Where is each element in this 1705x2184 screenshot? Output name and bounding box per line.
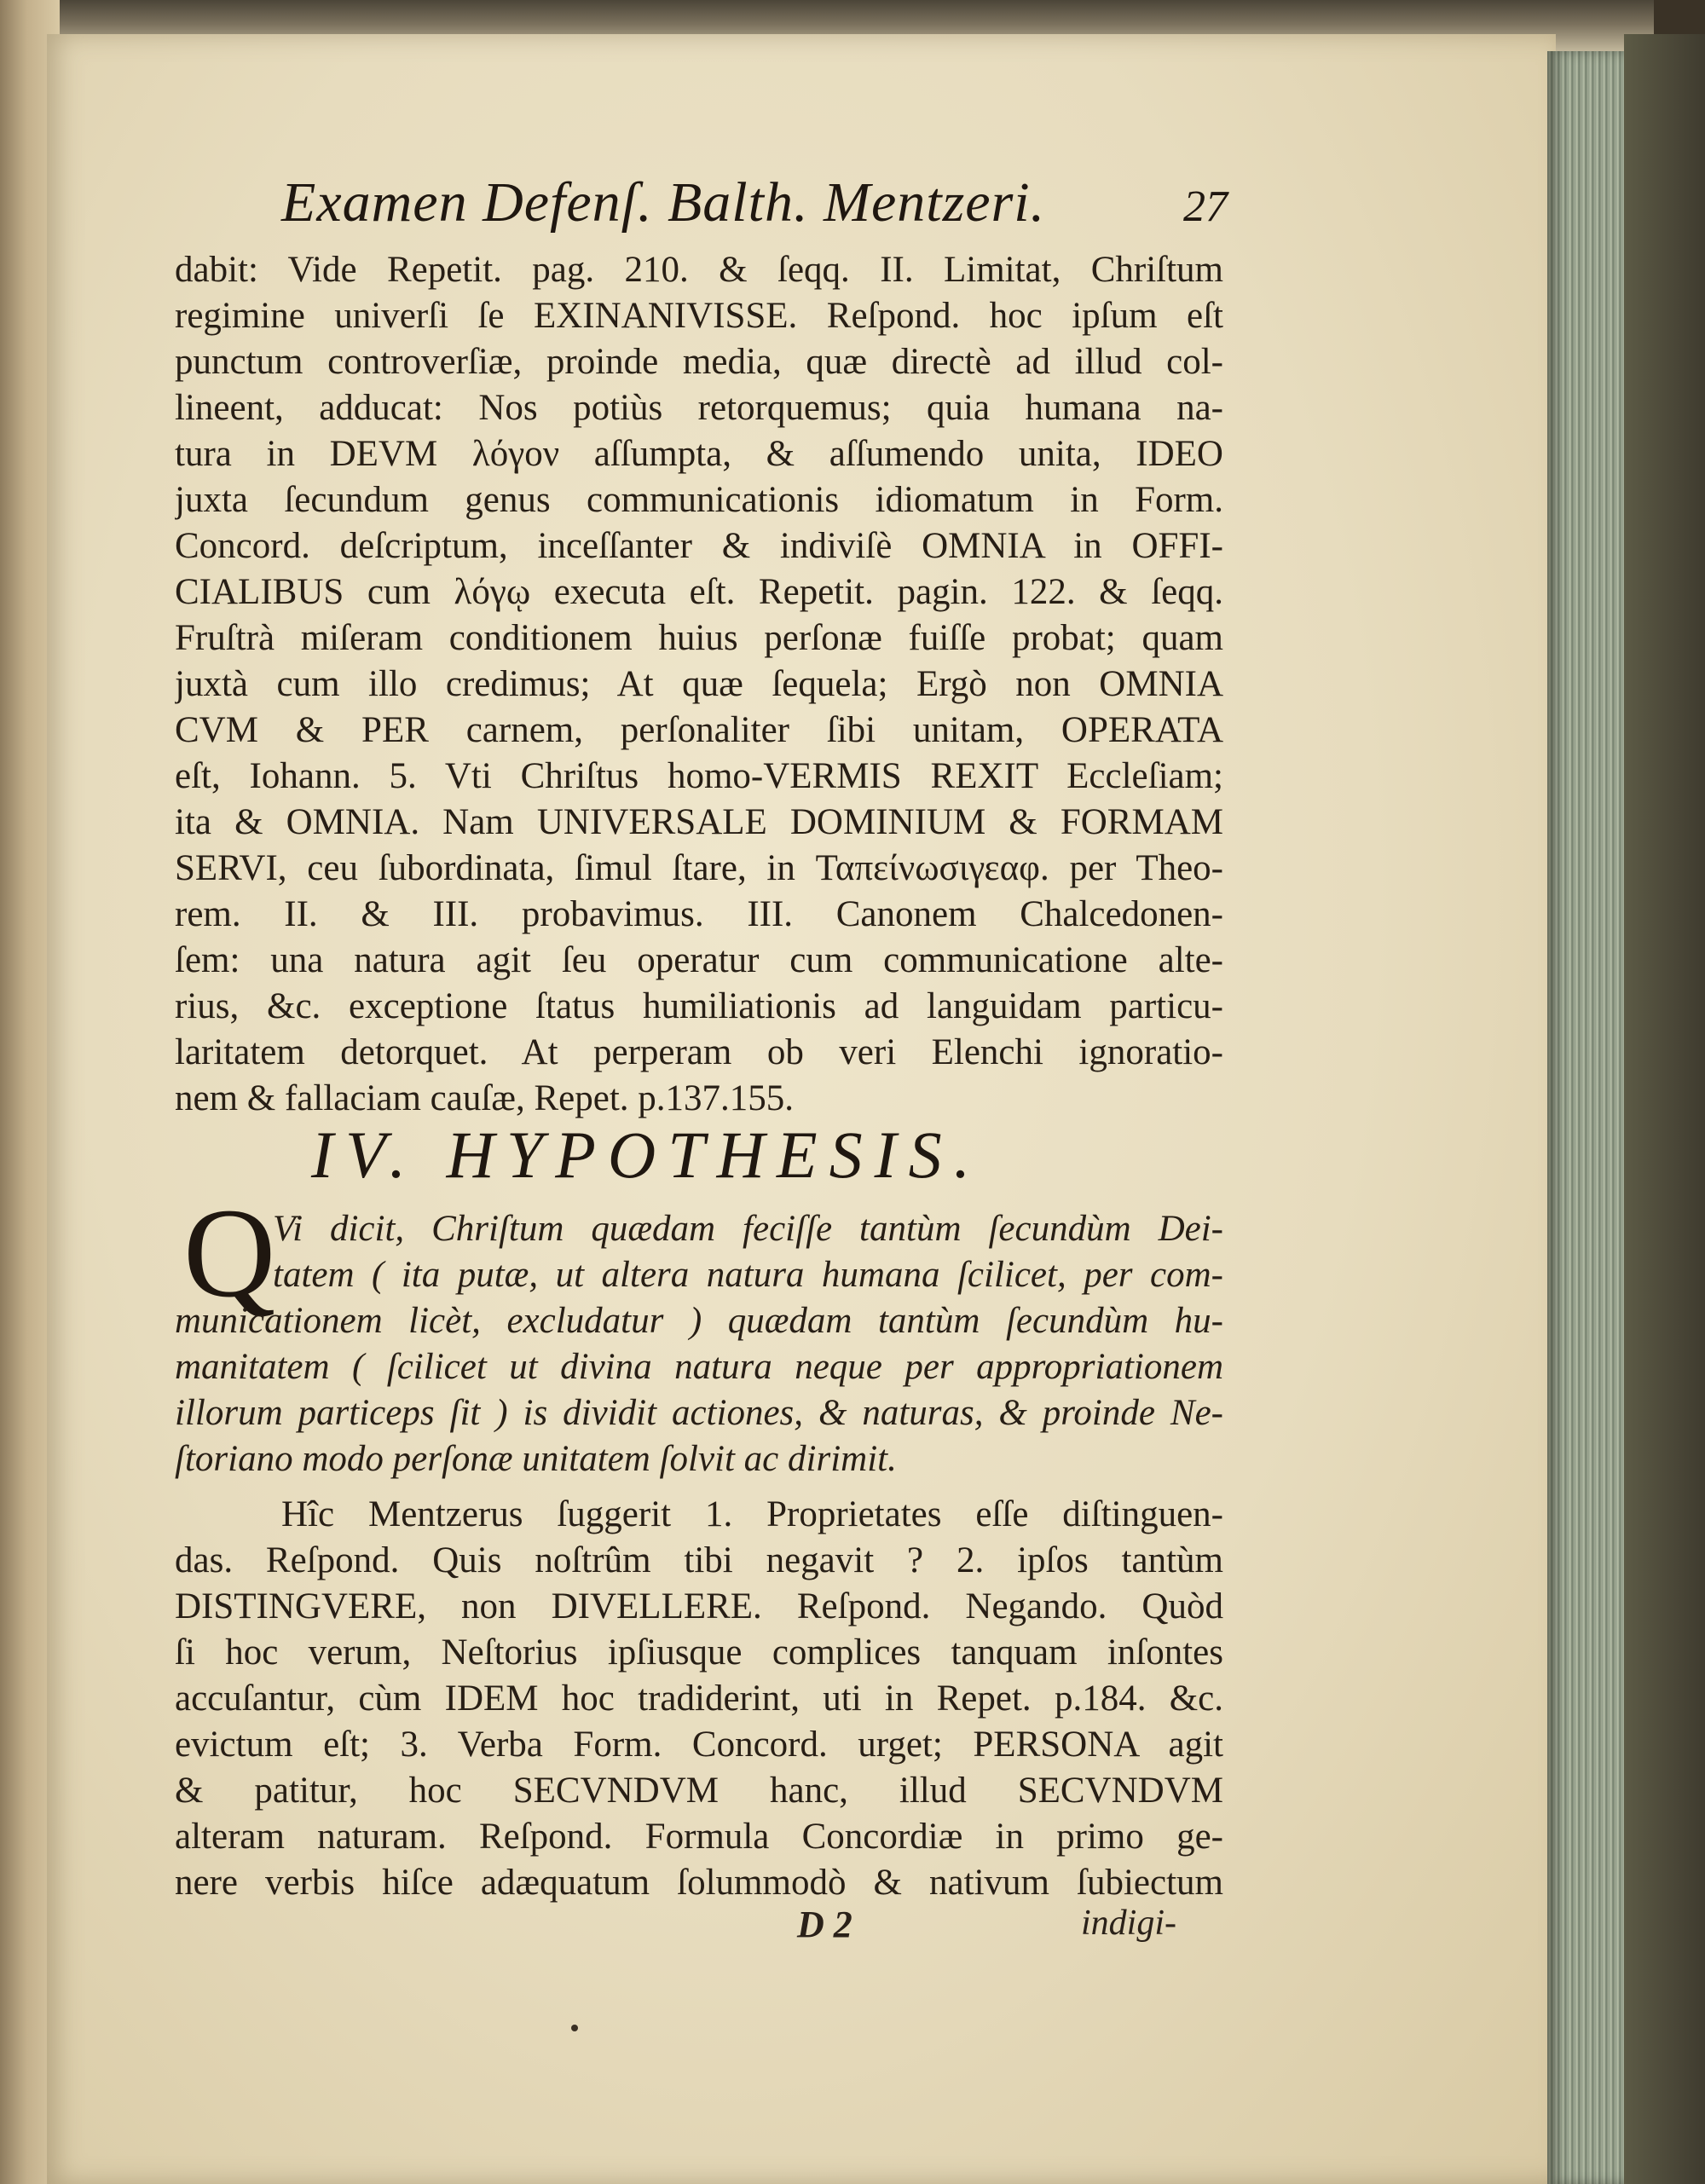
text-line: tura in DEVM λόγον aſſumpta, & aſſumendo unita, IDEO — [175, 434, 1223, 474]
text-line: nere verbis hiſce adæquatum ſolummodò & nativum ſubiectum — [175, 1863, 1223, 1903]
text-line: rius, &c. exceptione ſtatus humiliationis ad languidam particu- — [175, 986, 1223, 1026]
text-line: rem. II. & III. probavimus. III. Canonem Chalcedonen- — [175, 894, 1223, 934]
hypothesis-line: Vi dicit, Chriſtum quædam feciſſe tantùm ſecundùm Dei- — [273, 1209, 1223, 1249]
text-line: nem & fallaciam cauſæ, Repet. p.137.155. — [175, 1078, 795, 1118]
drop-cap: Q — [183, 1182, 276, 1324]
running-head — [281, 170, 1228, 239]
text-line: Fruſtrà miſeram conditionem huius perſonæ fuiſſe probat; quam — [175, 618, 1223, 658]
text-line: eſt, Iohann. 5. Vti Chriſtus homo-VERMIS REXIT Eccleſiam; — [175, 756, 1223, 796]
page-number: 27 — [1183, 182, 1228, 231]
text-line: regimine univerſi ſe EXINANIVISSE. Reſpond. hoc ipſum eſt — [175, 296, 1223, 336]
text-line: lineent, adducat: Nos potiùs retorquemus; quia humana na- — [175, 388, 1223, 428]
text-line: punctum controverſiæ, proinde media, quæ directè ad illud col- — [175, 342, 1223, 382]
text-line: Hîc Mentzerus ſuggerit 1. Proprietates eſſe diſtinguen- — [281, 1494, 1223, 1534]
running-title: Examen Defenſ. Balth. Mentzeri. — [281, 171, 1046, 234]
text-line: evictum eſt; 3. Verba Form. Concord. urget; PERSONA agit — [175, 1725, 1223, 1765]
text-line: Concord. deſcriptum, inceſſanter & indiviſè OMNIA in OFFI- — [175, 526, 1223, 566]
catchword: indigi- — [1081, 1904, 1176, 1943]
section-heading: IV. HYPOTHESIS. — [311, 1118, 983, 1192]
text-line: das. Reſpond. Quis noſtrûm tibi negavit ? 2. ipſos tantùm — [175, 1540, 1223, 1580]
text-line: ſem: una natura agit ſeu operatur cum communicatione alte- — [175, 940, 1223, 980]
hypothesis-line: ſtoriano modo perſonæ unitatem ſolvit ac dirimit. — [175, 1439, 897, 1479]
hypothesis-line: illorum particeps ſit ) is dividit actiones, & naturas, & proinde Ne- — [175, 1393, 1223, 1433]
book-cover-edge — [1624, 34, 1705, 2184]
text-line: alteram naturam. Reſpond. Formula Concordiæ in primo ge- — [175, 1817, 1223, 1857]
hypothesis-line: tatem ( ita putæ, ut altera natura humana ſcilicet, per com- — [273, 1255, 1223, 1295]
text-line: accuſantur, cùm IDEM hoc tradiderint, uti in Repet. p.184. &c. — [175, 1678, 1223, 1719]
text-line: & patitur, hoc SECVNDVM hanc, illud SECVNDVM — [175, 1771, 1223, 1811]
hypothesis-line: municationem licèt, excludatur ) quædam tantùm ſecundùm hu- — [175, 1301, 1223, 1341]
signature-mark: D 2 — [797, 1904, 852, 1945]
text-line: DISTINGVERE, non DIVELLERE. Reſpond. Negando. Quòd — [175, 1586, 1223, 1626]
text-line: dabit: Vide Repetit. pag. 210. & ſeqq. II. Limitat, Chriſtum — [175, 250, 1223, 290]
text-line: CVM & PER carnem, perſonaliter ſibi unitam, OPERATA — [175, 710, 1223, 750]
text-line: juxtà cum illo credimus; At quæ ſequela; Ergò non OMNIA — [175, 664, 1223, 704]
ink-spot — [571, 2025, 578, 2031]
hypothesis-line: manitatem ( ſcilicet ut divina natura neque per appropriationem — [175, 1347, 1223, 1387]
text-line: laritatem detorquet. At perperam ob veri Elenchi ignoratio- — [175, 1032, 1223, 1072]
text-line: juxta ſecundum genus communicationis idiomatum in Form. — [175, 480, 1223, 520]
text-line: CIALIBUS cum λόγῳ executa eſt. Repetit. pagin. 122. & ſeqq. — [175, 572, 1223, 612]
text-line: ſi hoc verum, Neſtorius ipſiusque complices tanquam inſontes — [175, 1632, 1223, 1673]
text-line: ita & OMNIA. Nam UNIVERSALE DOMINIUM & FORMAM — [175, 802, 1223, 842]
text-line: SERVI, ceu ſubordinata, ſimul ſtare, in Ταπείνωσιγεαφ. per Theo- — [175, 848, 1223, 888]
